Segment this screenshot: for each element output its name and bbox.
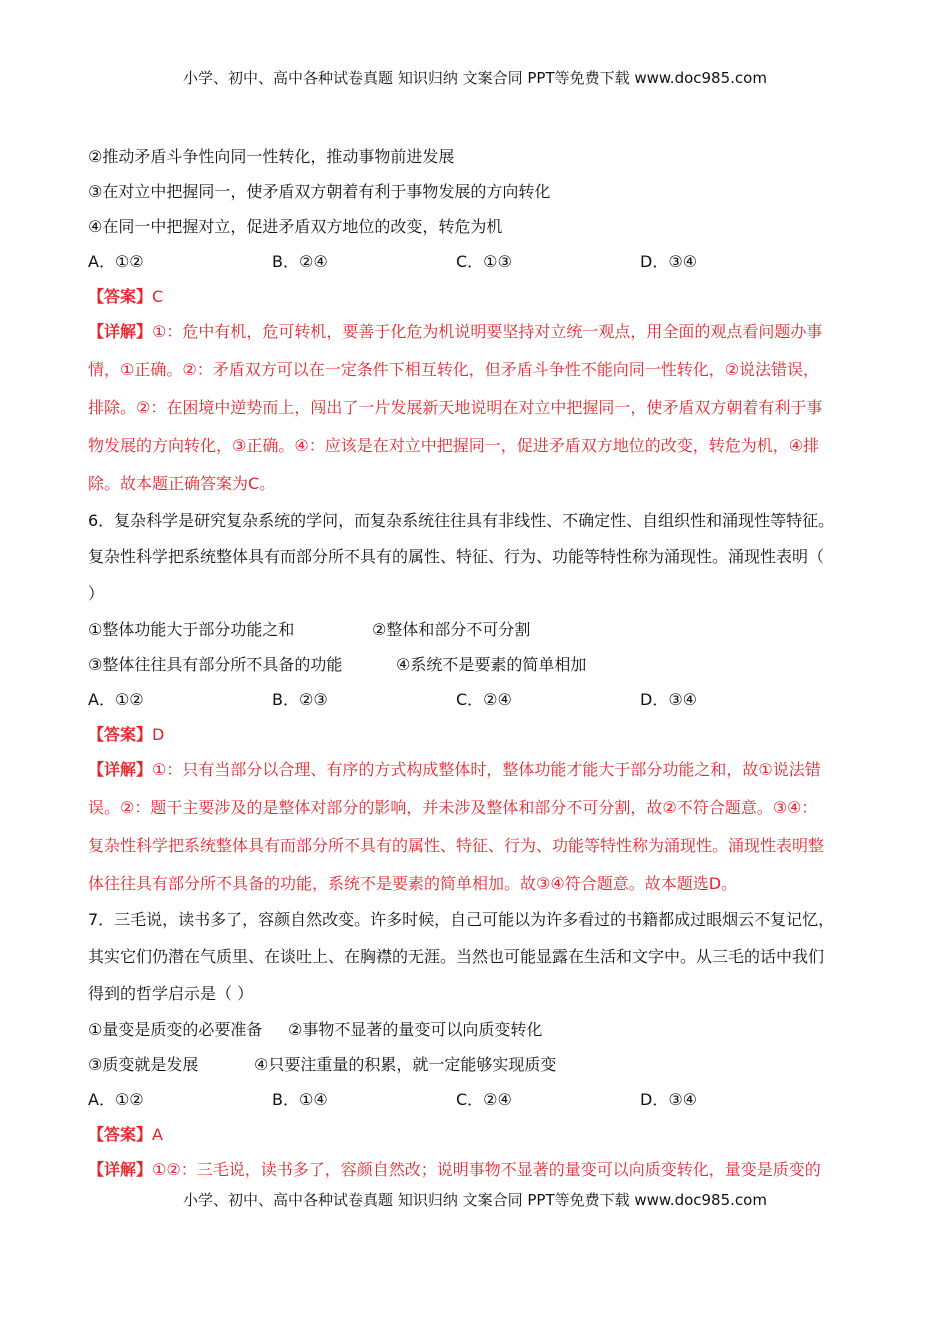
q5-item-3: ③在对立中把握同一，使矛盾双方朝着有利于事物发展的方向转化	[88, 182, 551, 201]
q6-items-row	[88, 654, 586, 676]
q5-detail-line	[88, 321, 822, 343]
q7-option-c: C．②④	[456, 1090, 512, 1109]
q5-option-a: A．①②	[88, 252, 144, 271]
q5-detail-line: 除。故本题正确答案为C。	[88, 474, 276, 493]
q6-answer	[88, 724, 164, 746]
q6-option-d: D．③④	[640, 690, 698, 709]
q7-stem-line: 得到的哲学启示是（ ）	[88, 984, 254, 1003]
q7-item-2: ②事物不显著的量变可以向质变转化	[288, 1020, 543, 1039]
q6-item-2: ②整体和部分不可分割	[372, 620, 531, 639]
detail-tag: 【详解】	[88, 1160, 153, 1179]
q7-items-row	[88, 1019, 542, 1041]
q7-answer	[88, 1124, 163, 1146]
q6-item-3: ③整体往往具有部分所不具备的功能	[88, 655, 343, 674]
q5-item-2: ②推动矛盾斗争性向同一性转化，推动事物前进发展	[88, 147, 455, 166]
q7-detail-line	[88, 1159, 821, 1181]
q6-options	[88, 689, 824, 711]
q7-stem-line: 7．三毛说，读书多了，容颜自然改变。许多时候，自己可能以为许多看过的书籍都成过眼烟云不复记忆，	[88, 910, 835, 929]
q7-option-a: A．①②	[88, 1090, 144, 1109]
q7-stem-line: 其实它们仍潜在气质里、在谈吐上、在胸襟的无涯。当然也可能显露在生活和文字中。从三毛的话中我们	[88, 947, 825, 966]
q6-option-a: A．①②	[88, 690, 144, 709]
q7-items-row	[88, 1054, 556, 1076]
answer-tag: 【答案】	[88, 1125, 153, 1144]
q7-item-1: ①量变是质变的必要准备	[88, 1020, 263, 1039]
q6-items-row	[88, 619, 530, 641]
detail-tag: 【详解】	[88, 760, 153, 779]
q6-detail-line: 复杂性科学把系统整体具有而部分所不具有的属性、特征、行为、功能等特性称为涌现性。涌现性表明整	[88, 836, 825, 855]
q6-stem-line: ）	[88, 584, 105, 603]
q5-option-c: C．①③	[456, 252, 512, 271]
q6-item-1: ①整体功能大于部分功能之和	[88, 620, 295, 639]
q6-detail-line: 误。②：题干主要涉及的是整体对部分的影响，并未涉及整体和部分不可分割，故②不符合题意。③④：	[88, 798, 818, 817]
answer-value: A	[152, 1125, 163, 1144]
q6-detail-line	[88, 759, 821, 781]
q7-option-d: D．③④	[640, 1090, 698, 1109]
q6-stem-line: 复杂性科学把系统整体具有而部分所不具有的属性、特征、行为、功能等特性称为涌现性。涌现性表明（	[88, 547, 825, 566]
q7-option-b: B．①④	[272, 1090, 328, 1109]
q6-stem-line: 6．复杂科学是研究复杂系统的学问，而复杂系统往往具有非线性、不确定性、自组织性和涌现性等特征。	[88, 511, 835, 530]
q5-option-d: D．③④	[640, 252, 698, 271]
answer-tag: 【答案】	[88, 725, 153, 744]
answer-value: C	[152, 287, 164, 306]
q5-detail-line: 排除。②：在困境中逆势而上，闯出了一片发展新天地说明在对立中把握同一，使矛盾双方朝着有利于事	[88, 398, 823, 417]
page-footer: 小学、初中、高中各种试卷真题 知识归纳 文案合同 PPT等免费下载 www.doc985.com	[183, 1191, 767, 1209]
answer-tag: 【答案】	[88, 287, 153, 306]
q5-answer	[88, 286, 163, 308]
q7-options	[88, 1089, 824, 1111]
detail-text: ①：危中有机，危可转机，要善于化危为机说明要坚持对立统一观点，用全面的观点看问题办事	[152, 322, 823, 341]
q6-item-4: ④系统不是要素的简单相加	[396, 655, 587, 674]
q5-item-4: ④在同一中把握对立，促进矛盾双方地位的改变，转危为机	[88, 217, 503, 236]
q5-detail-line: 情，①正确。②：矛盾双方可以在一定条件下相互转化，但矛盾斗争性不能向同一性转化，②说法错误，	[88, 360, 820, 379]
detail-tag: 【详解】	[88, 322, 153, 341]
q6-detail-line: 体往往具有部分所不具备的功能，系统不是要素的简单相加。故③④符合题意。故本题选D。	[88, 874, 738, 893]
q5-option-b: B．②④	[272, 252, 328, 271]
q5-detail-line: 物发展的方向转化，③正确。④：应该是在对立中把握同一，促进矛盾双方地位的改变，转危为机，④排	[88, 436, 820, 455]
answer-value: D	[152, 725, 165, 744]
q6-option-c: C．②④	[456, 690, 512, 709]
detail-text: ①②：三毛说，读书多了，容颜自然改；说明事物不显著的量变可以向质变转化，量变是质变的	[152, 1160, 821, 1179]
q5-options	[88, 251, 824, 273]
page-header: 小学、初中、高中各种试卷真题 知识归纳 文案合同 PPT等免费下载 www.doc985.com	[183, 69, 767, 87]
q7-item-3: ③质变就是发展	[88, 1055, 199, 1074]
detail-text: ①：只有当部分以合理、有序的方式构成整体时，整体功能才能大于部分功能之和，故①说法错	[152, 760, 821, 779]
q7-item-4: ④只要注重量的积累，就一定能够实现质变	[254, 1055, 557, 1074]
q6-option-b: B．②③	[272, 690, 328, 709]
